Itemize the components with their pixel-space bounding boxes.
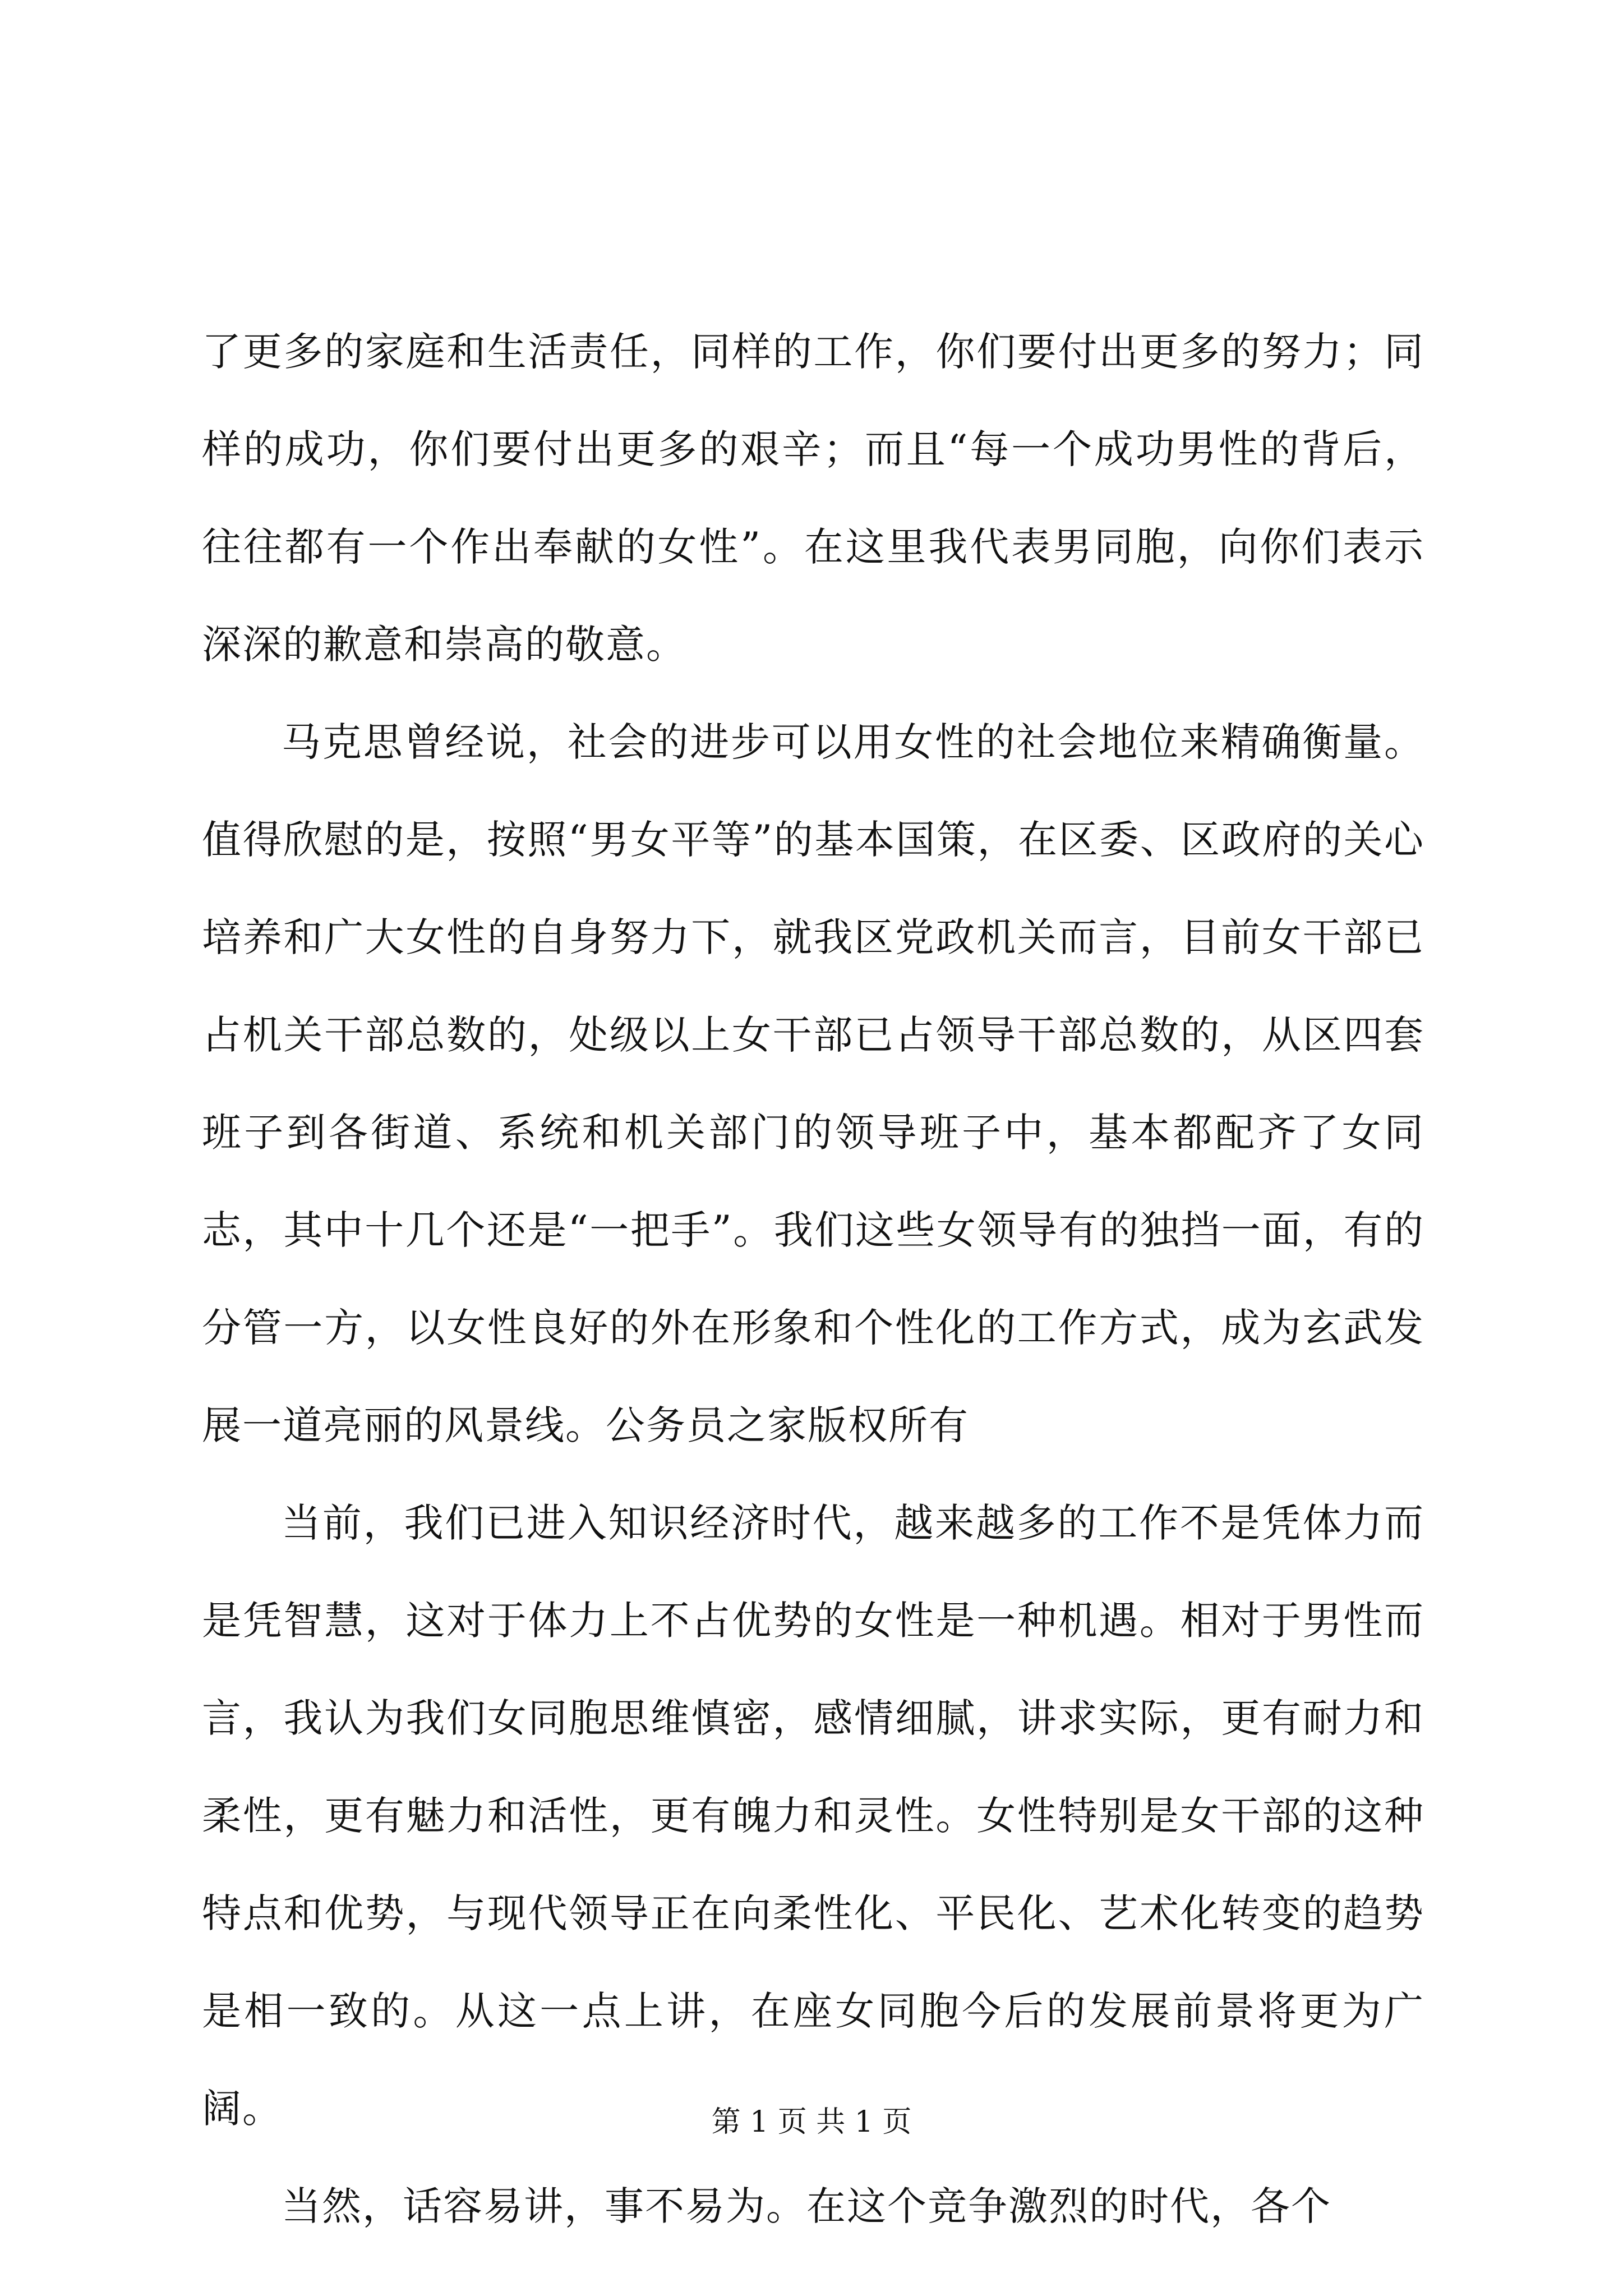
page-footer: 第 1 页 共 1 页 — [711, 2105, 912, 2139]
paragraph-continuation: 了更多的家庭和生活责任，同样的工作，你们要付出更多的努力；同样的成功，你们要付出更多的艰辛；而且“每一个成功男性的背后，往往都有一个作出奉献的女性”。在这里我代表男同胞，向你们表示深深的歉意和崇高的敬意。 — [202, 329, 1424, 668]
document-body — [202, 303, 1424, 2255]
paragraph-marx-quote: 马克思曾经说，社会的进步可以用女性的社会地位来精确衡量。值得欣慰的是，按照“男女平等”的基本国策，在区委、区政府的关心培养和广大女性的自身努力下，就我区党政机关而言，目前女干部已占机关干部总数的，处级以上女干部已占领导干部总数的，从区四套班子到各街道、系统和机关部门的领导班子中，基本都配齐了女同志，其中十几个还是“一把手”。我们这些女领导有的独挡一面，有的分管一方，以女性良好的外在形象和个性化的工作方式，成为玄武发展一道亮丽的风景线。公务员之家版权所有 — [202, 719, 1424, 1448]
paragraph-knowledge-economy: 当前，我们已进入知识经济时代，越来越多的工作不是凭体力而是凭智慧，这对于体力上不占优势的女性是一种机遇。相对于男性而言，我认为我们女同胞思维慎密，感情细腻，讲求实际，更有耐力和柔性，更有魅力和活性，更有魄力和灵性。女性特别是女干部的这种特点和优势，与现代领导正在向柔性化、平民化、艺术化转变的趋势是相一致的。从这一点上讲，在座女同胞今后的发展前景将更为广阔。 — [202, 1500, 1424, 2132]
paragraph-conclusion-start: 当然，话容易讲，事不易为。在这个竞争激烈的时代，各个 — [282, 2183, 1331, 2229]
